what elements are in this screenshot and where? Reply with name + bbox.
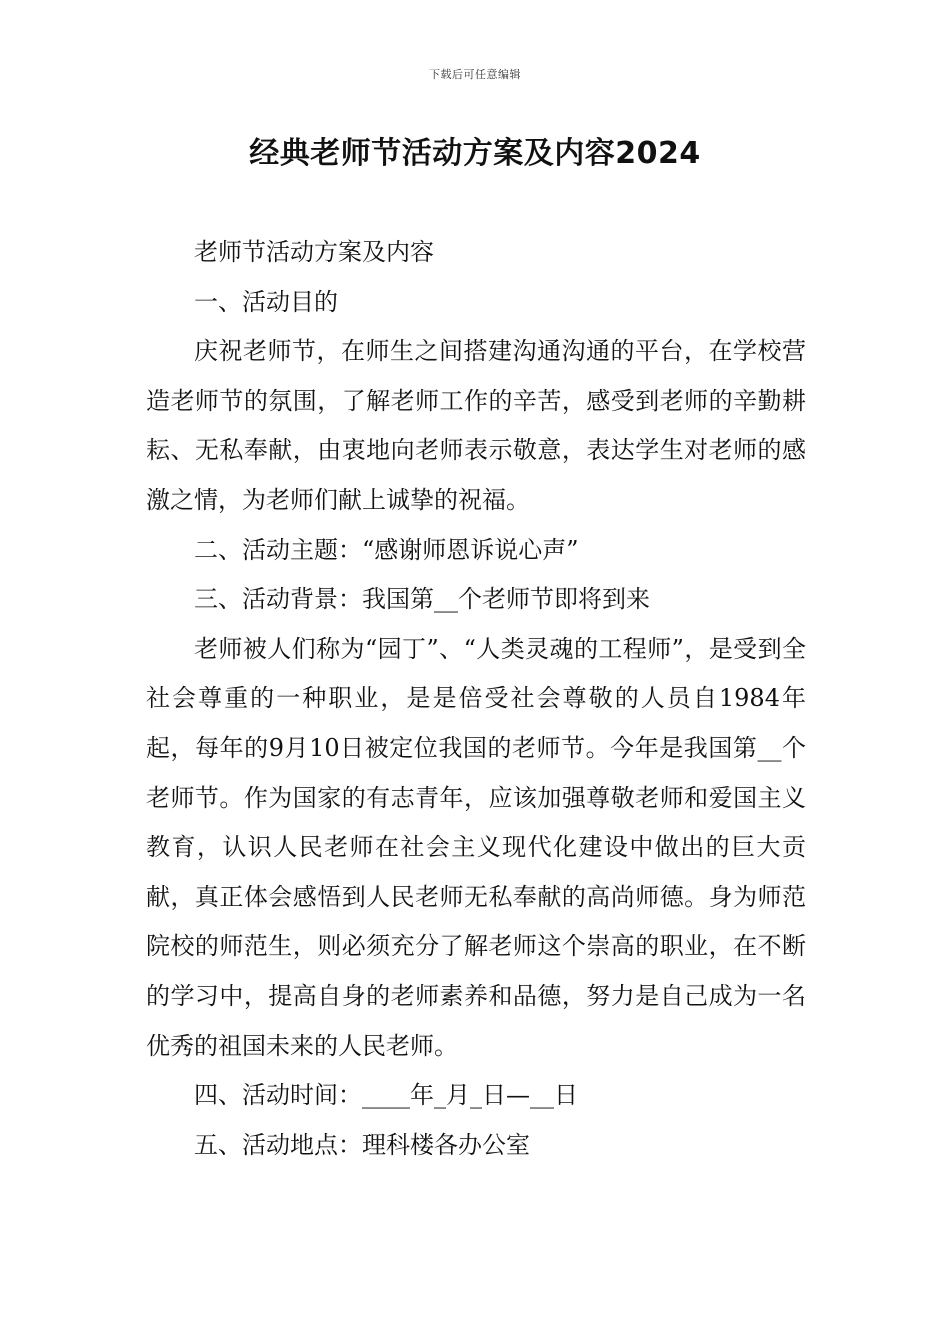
header-note: 下载后可任意编辑 xyxy=(429,68,521,81)
section-heading: 老师节活动方案及内容 xyxy=(194,238,434,266)
section-heading: 五、活动地点：理科楼各办公室 xyxy=(194,1130,530,1159)
document-body xyxy=(146,228,806,1170)
body-paragraph: 老师被人们称为“园丁”、“人类灵魂的工程师”，是受到全社会尊重的一种职业，是是倍受社会尊敬的人员自1984年起，每年的9月10日被定位我国的老师节。今年是我国第__个老师节。作为国家的有志青年，应该加强尊敬老师和爱国主义教育，认识人民老师在社会主义现代化建设中做出的巨大贡献，真正体会感悟到人民老师无私奉献的高尚师德。身为师范院校的师范生，则必须充分了解老师这个崇高的职业，在不断的学习中，提高自身的老师素养和品德，努力是自己成为一名优秀的祖国未来的人民老师。 xyxy=(146,634,806,1060)
section-heading: 四、活动时间：____年_月_日—__日 xyxy=(194,1081,578,1110)
section-heading: 一、活动目的 xyxy=(194,287,338,316)
document-title: 经典老师节活动方案及内容2024 xyxy=(249,136,701,171)
section-heading: 二、活动主题：“感谢师恩诉说心声” xyxy=(194,535,579,564)
section-heading: 三、活动背景：我国第__个老师节即将到来 xyxy=(194,585,650,614)
body-paragraph: 庆祝老师节，在师生之间搭建沟通沟通的平台，在学校营造老师节的氛围，了解老师工作的辛苦，感受到老师的辛勤耕耘、无私奉献，由衷地向老师表示敬意，表达学生对老师的感激之情，为老师们献上诚挚的祝福。 xyxy=(146,337,806,514)
